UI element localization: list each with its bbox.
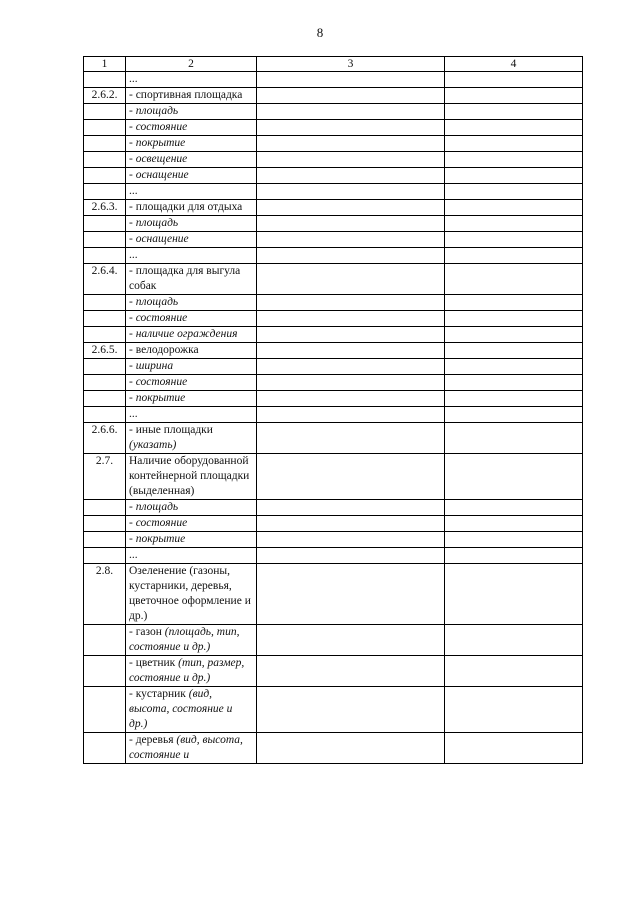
table-row — [84, 152, 583, 168]
item-name-cell — [126, 72, 257, 88]
column-3-cell — [257, 407, 445, 423]
item-number-cell — [84, 168, 126, 184]
column-3-cell — [257, 216, 445, 232]
item-note-text: - покрытие — [129, 392, 186, 404]
item-number-cell — [84, 248, 126, 264]
item-note-text: (вид, высота, состояние и — [129, 734, 243, 761]
column-3-cell — [257, 343, 445, 359]
item-number-cell: 2.6.3. — [84, 200, 126, 216]
table-row — [84, 200, 583, 216]
item-name-cell — [126, 391, 257, 407]
column-3-cell — [257, 375, 445, 391]
column-4-cell — [445, 548, 583, 564]
column-4-cell — [445, 343, 583, 359]
item-name-cell — [126, 407, 257, 423]
column-3-cell — [257, 423, 445, 454]
item-text: ... — [129, 185, 138, 197]
item-text: - велодорожка — [129, 344, 199, 356]
item-name-cell — [126, 532, 257, 548]
item-number-cell: 2.6.5. — [84, 343, 126, 359]
item-name-cell — [126, 516, 257, 532]
table-row — [84, 311, 583, 327]
item-text: - деревья — [129, 734, 177, 746]
item-name-cell — [126, 500, 257, 516]
item-note-text: - покрытие — [129, 137, 186, 149]
item-number-cell — [84, 733, 126, 764]
item-note-text: - оснащение — [129, 169, 189, 181]
item-note-text: - состояние — [129, 376, 188, 388]
item-text: ... — [129, 408, 138, 420]
column-4-cell — [445, 120, 583, 136]
column-4-cell — [445, 423, 583, 454]
column-3-cell — [257, 232, 445, 248]
table-row — [84, 454, 583, 500]
item-number-cell — [84, 295, 126, 311]
table-row — [84, 359, 583, 375]
column-3-cell — [257, 184, 445, 200]
table-row — [84, 327, 583, 343]
item-name-cell — [126, 454, 257, 500]
column-3-cell — [257, 327, 445, 343]
item-note-text: (площадь, тип, состояние и др.) — [129, 626, 240, 653]
item-name-cell — [126, 311, 257, 327]
item-note-text: - площадь — [129, 501, 179, 513]
item-number-cell — [84, 311, 126, 327]
item-name-cell — [126, 216, 257, 232]
table-row — [84, 548, 583, 564]
column-4-cell — [445, 656, 583, 687]
item-number-cell — [84, 120, 126, 136]
item-number-cell — [84, 656, 126, 687]
table-row — [84, 72, 583, 88]
item-number-cell — [84, 72, 126, 88]
column-3-cell — [257, 548, 445, 564]
item-number-cell — [84, 152, 126, 168]
column-3-cell — [257, 656, 445, 687]
item-text: - площадки для отдыха — [129, 201, 243, 213]
item-number-cell: 2.6.2. — [84, 88, 126, 104]
column-3-cell — [257, 311, 445, 327]
column-4-cell — [445, 248, 583, 264]
column-3-cell — [257, 295, 445, 311]
item-name-cell — [126, 733, 257, 764]
column-4-cell — [445, 295, 583, 311]
item-number-cell — [84, 232, 126, 248]
column-3-cell — [257, 152, 445, 168]
item-number-cell — [84, 625, 126, 656]
item-number-cell — [84, 407, 126, 423]
column-4-cell — [445, 200, 583, 216]
table-row — [84, 516, 583, 532]
column-4-cell — [445, 184, 583, 200]
column-3-cell — [257, 168, 445, 184]
column-3-cell — [257, 72, 445, 88]
item-note-text: - оснащение — [129, 233, 189, 245]
item-number-cell: 2.8. — [84, 564, 126, 625]
item-text: - площадка для выгула собак — [129, 265, 241, 292]
column-header-2: 2 — [126, 57, 257, 72]
item-number-cell — [84, 184, 126, 200]
column-4-cell — [445, 359, 583, 375]
column-header-3: 3 — [257, 57, 445, 72]
item-note-text: - состояние — [129, 312, 188, 324]
column-4-cell — [445, 232, 583, 248]
column-3-cell — [257, 391, 445, 407]
item-number-cell — [84, 548, 126, 564]
column-4-cell — [445, 136, 583, 152]
item-text: ... — [129, 549, 138, 561]
item-note-text: - площадь — [129, 296, 179, 308]
item-name-cell — [126, 359, 257, 375]
item-text: Наличие оборудованной контейнерной площадки (выделенная) — [129, 455, 250, 497]
item-text: ... — [129, 249, 138, 261]
table-row — [84, 407, 583, 423]
table-row — [84, 656, 583, 687]
item-name-cell — [126, 295, 257, 311]
item-text: - иные площадки — [129, 424, 213, 436]
table-body — [84, 57, 583, 764]
item-name-cell — [126, 687, 257, 733]
column-4-cell — [445, 311, 583, 327]
item-name-cell — [126, 120, 257, 136]
column-3-cell — [257, 88, 445, 104]
item-note-text: - состояние — [129, 121, 188, 133]
item-text: - спортивная площадка — [129, 89, 243, 101]
table-row — [84, 295, 583, 311]
table-row — [84, 248, 583, 264]
item-note-text: - состояние — [129, 517, 188, 529]
column-header-4: 4 — [445, 57, 583, 72]
item-note-text: - освещение — [129, 153, 188, 165]
item-name-cell — [126, 136, 257, 152]
item-name-cell — [126, 248, 257, 264]
item-name-cell — [126, 343, 257, 359]
item-text: ... — [129, 73, 138, 85]
column-4-cell — [445, 327, 583, 343]
table-row — [84, 423, 583, 454]
page-number: 8 — [316, 25, 324, 40]
item-note-text: - покрытие — [129, 533, 186, 545]
item-name-cell — [126, 168, 257, 184]
column-3-cell — [257, 104, 445, 120]
item-number-cell: 2.7. — [84, 454, 126, 500]
item-text: - кустарник — [129, 688, 189, 700]
column-3-cell — [257, 120, 445, 136]
column-4-cell — [445, 88, 583, 104]
column-4-cell — [445, 104, 583, 120]
inspection-table — [83, 56, 583, 764]
item-note-text: - площадь — [129, 217, 179, 229]
table-row — [84, 687, 583, 733]
column-4-cell — [445, 391, 583, 407]
table-row — [84, 104, 583, 120]
table-row — [84, 88, 583, 104]
column-3-cell — [257, 248, 445, 264]
column-3-cell — [257, 264, 445, 295]
column-3-cell — [257, 687, 445, 733]
item-note-text: (указать) — [129, 439, 177, 451]
item-number-cell — [84, 327, 126, 343]
item-name-cell — [126, 375, 257, 391]
column-3-cell — [257, 625, 445, 656]
column-4-cell — [445, 532, 583, 548]
item-name-cell — [126, 548, 257, 564]
item-name-cell — [126, 184, 257, 200]
item-note-text: - ширина — [129, 360, 174, 372]
table-row — [84, 184, 583, 200]
column-3-cell — [257, 136, 445, 152]
item-name-cell — [126, 88, 257, 104]
table-row — [84, 564, 583, 625]
column-4-cell — [445, 564, 583, 625]
column-4-cell — [445, 72, 583, 88]
column-3-cell — [257, 516, 445, 532]
column-3-cell — [257, 532, 445, 548]
table-row — [84, 120, 583, 136]
table-row — [84, 216, 583, 232]
item-number-cell — [84, 687, 126, 733]
column-4-cell — [445, 454, 583, 500]
item-name-cell — [126, 200, 257, 216]
column-header-1: 1 — [84, 57, 126, 72]
item-name-cell — [126, 423, 257, 454]
item-number-cell — [84, 375, 126, 391]
item-note-text: (тип, размер, состояние и др.) — [129, 657, 245, 684]
item-number-cell — [84, 532, 126, 548]
column-4-cell — [445, 516, 583, 532]
item-text: Озеленение (газоны, кустарники, деревья, цветочное оформление и др.) — [129, 565, 251, 622]
table-row — [84, 500, 583, 516]
table-row — [84, 375, 583, 391]
column-3-cell — [257, 454, 445, 500]
item-name-cell — [126, 564, 257, 625]
item-number-cell — [84, 391, 126, 407]
item-number-cell — [84, 500, 126, 516]
table-row — [84, 136, 583, 152]
item-text: - цветник — [129, 657, 179, 669]
column-3-cell — [257, 500, 445, 516]
column-4-cell — [445, 500, 583, 516]
item-name-cell — [126, 232, 257, 248]
item-number-cell — [84, 516, 126, 532]
item-number-cell: 2.6.4. — [84, 264, 126, 295]
table-row — [84, 733, 583, 764]
item-note-text: - площадь — [129, 105, 179, 117]
column-4-cell — [445, 168, 583, 184]
item-name-cell — [126, 104, 257, 120]
item-note-text: - наличие ограждения — [129, 328, 238, 340]
item-number-cell — [84, 216, 126, 232]
column-3-cell — [257, 200, 445, 216]
column-4-cell — [445, 407, 583, 423]
item-name-cell — [126, 625, 257, 656]
table-row — [84, 264, 583, 295]
column-4-cell — [445, 687, 583, 733]
item-number-cell — [84, 136, 126, 152]
column-4-cell — [445, 264, 583, 295]
column-4-cell — [445, 216, 583, 232]
item-text: - газон — [129, 626, 165, 638]
item-number-cell: 2.6.6. — [84, 423, 126, 454]
item-name-cell — [126, 264, 257, 295]
column-4-cell — [445, 733, 583, 764]
table-row — [84, 625, 583, 656]
item-number-cell — [84, 104, 126, 120]
item-name-cell — [126, 656, 257, 687]
table-row — [84, 168, 583, 184]
table-row — [84, 232, 583, 248]
item-number-cell — [84, 359, 126, 375]
table-row — [84, 532, 583, 548]
column-3-cell — [257, 733, 445, 764]
column-4-cell — [445, 375, 583, 391]
column-4-cell — [445, 152, 583, 168]
table-header-row — [84, 57, 583, 72]
item-name-cell — [126, 327, 257, 343]
column-3-cell — [257, 359, 445, 375]
item-note-text: (вид, высота, состояние и др.) — [129, 688, 233, 730]
table-row — [84, 391, 583, 407]
table-row — [84, 343, 583, 359]
column-3-cell — [257, 564, 445, 625]
item-name-cell — [126, 152, 257, 168]
column-4-cell — [445, 625, 583, 656]
